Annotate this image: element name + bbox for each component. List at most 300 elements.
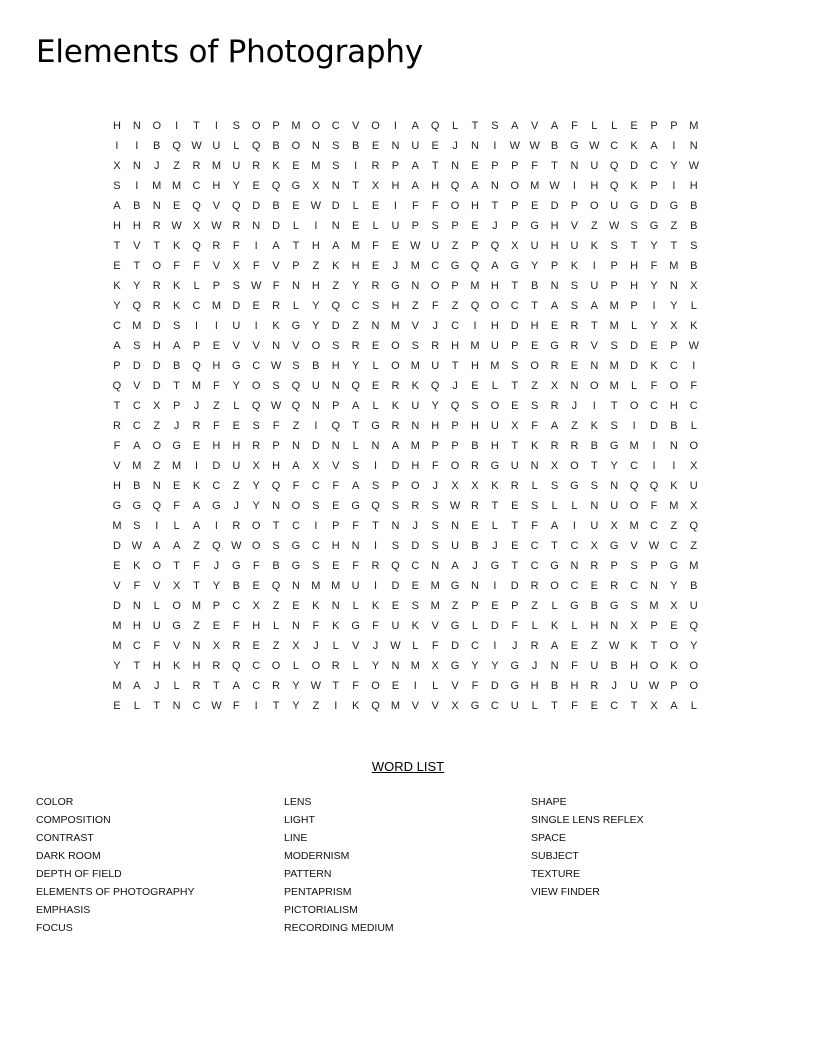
- grid-letter: E: [371, 340, 380, 352]
- grid-letter: O: [391, 340, 400, 352]
- grid-letter: V: [212, 260, 221, 272]
- grid-letter: Q: [172, 140, 181, 152]
- grid-letter: V: [252, 340, 260, 352]
- word-list-item: FOCUS: [36, 922, 73, 934]
- grid-letter: T: [650, 640, 658, 652]
- grid-letter: N: [272, 500, 281, 512]
- grid-letter: F: [173, 260, 180, 272]
- grid-letter: P: [451, 220, 459, 232]
- grid-letter: Z: [670, 220, 678, 232]
- grid-letter: F: [352, 560, 359, 572]
- grid-letter: E: [431, 140, 439, 152]
- grid-letter: D: [490, 620, 499, 632]
- grid-letter: A: [411, 120, 419, 132]
- grid-letter: F: [352, 520, 359, 532]
- grid-letter: S: [471, 400, 479, 412]
- grid-letter: T: [491, 500, 499, 512]
- grid-letter: H: [212, 360, 221, 372]
- grid-letter: Q: [291, 400, 301, 412]
- word-list-item: RECORDING MEDIUM: [284, 922, 394, 934]
- grid-letter: I: [373, 580, 378, 592]
- grid-letter: Z: [193, 620, 200, 632]
- grid-letter: L: [432, 680, 439, 692]
- grid-letter: M: [311, 160, 321, 172]
- grid-letter: H: [132, 620, 141, 632]
- grid-letter: I: [175, 120, 179, 132]
- grid-letter: K: [172, 660, 181, 672]
- grid-letter: S: [610, 240, 618, 252]
- grid-letter: R: [232, 220, 241, 232]
- grid-letter: G: [570, 480, 579, 492]
- grid-letter: T: [511, 520, 519, 532]
- grid-letter: H: [112, 480, 121, 492]
- grid-letter: F: [372, 620, 379, 632]
- grid-letter: F: [431, 640, 439, 652]
- grid-letter: I: [194, 460, 199, 472]
- grid-letter: Q: [609, 180, 619, 192]
- grid-letter: D: [311, 440, 320, 452]
- grid-letter: B: [172, 360, 181, 372]
- grid-letter: K: [172, 240, 181, 252]
- grid-letter: I: [652, 460, 656, 472]
- grid-letter: W: [688, 160, 699, 172]
- grid-letter: V: [113, 580, 121, 592]
- grid-letter: A: [172, 340, 181, 352]
- grid-letter: E: [371, 380, 380, 392]
- grid-letter: R: [272, 680, 281, 692]
- grid-letter: K: [172, 300, 181, 312]
- grid-letter: B: [272, 140, 280, 152]
- grid-letter: N: [471, 140, 479, 152]
- grid-letter: J: [432, 320, 438, 332]
- grid-letter: F: [650, 380, 658, 392]
- grid-letter: E: [471, 520, 479, 532]
- grid-letter: T: [590, 460, 598, 472]
- grid-letter: I: [672, 180, 676, 192]
- grid-letter: O: [530, 360, 539, 372]
- grid-letter: U: [232, 320, 241, 332]
- grid-letter: I: [572, 180, 576, 192]
- grid-letter: M: [490, 360, 500, 372]
- grid-letter: O: [590, 200, 599, 212]
- grid-letter: T: [113, 240, 121, 252]
- grid-letter: T: [213, 680, 220, 692]
- grid-letter: G: [172, 620, 181, 632]
- grid-letter: U: [431, 240, 440, 252]
- grid-letter: K: [590, 240, 598, 252]
- grid-letter: N: [331, 380, 340, 392]
- grid-letter: Q: [271, 180, 281, 192]
- grid-letter: M: [689, 560, 699, 572]
- grid-letter: G: [510, 680, 520, 692]
- grid-letter: M: [211, 160, 221, 172]
- grid-letter: I: [493, 640, 497, 652]
- grid-letter: H: [550, 240, 559, 252]
- grid-letter: B: [272, 560, 280, 572]
- grid-letter: P: [471, 600, 479, 612]
- grid-letter: X: [451, 700, 459, 712]
- grid-letter: Z: [153, 420, 161, 432]
- grid-letter: E: [391, 600, 400, 612]
- grid-letter: P: [650, 620, 658, 632]
- grid-letter: A: [670, 700, 678, 712]
- grid-letter: W: [549, 180, 560, 192]
- grid-letter: E: [511, 400, 519, 412]
- grid-letter: G: [450, 580, 460, 592]
- grid-letter: R: [570, 440, 579, 452]
- grid-letter: T: [451, 360, 459, 372]
- grid-letter: A: [192, 520, 201, 532]
- grid-letter: J: [372, 640, 379, 652]
- grid-letter: L: [372, 400, 379, 412]
- grid-letter: G: [649, 220, 659, 232]
- grid-letter: N: [391, 660, 400, 672]
- grid-letter: U: [391, 620, 400, 632]
- grid-letter: C: [132, 400, 141, 412]
- grid-letter: M: [669, 500, 679, 512]
- grid-letter: H: [331, 360, 340, 372]
- grid-letter: B: [550, 140, 559, 152]
- grid-letter: L: [332, 640, 339, 652]
- grid-letter: L: [352, 660, 359, 672]
- grid-letter: G: [371, 420, 380, 432]
- grid-letter: F: [531, 420, 539, 432]
- grid-letter: I: [393, 120, 397, 132]
- grid-letter: J: [452, 140, 458, 152]
- grid-letter: C: [132, 420, 141, 432]
- word-list-item: PATTERN: [284, 868, 332, 880]
- grid-letter: L: [292, 660, 300, 672]
- grid-letter: K: [332, 260, 340, 272]
- grid-letter: K: [690, 320, 698, 332]
- grid-letter: D: [650, 420, 658, 432]
- grid-letter: F: [252, 560, 260, 572]
- grid-letter: H: [411, 460, 420, 472]
- grid-letter: L: [571, 500, 578, 512]
- grid-letter: V: [332, 460, 340, 472]
- grid-letter: F: [312, 620, 320, 632]
- grid-letter: E: [232, 420, 240, 432]
- grid-letter: O: [669, 380, 679, 392]
- word-list-item: EMPHASIS: [36, 904, 91, 916]
- grid-letter: T: [511, 560, 519, 572]
- grid-letter: O: [629, 500, 639, 512]
- grid-letter: O: [629, 400, 639, 412]
- grid-letter: E: [570, 360, 579, 372]
- grid-letter: G: [212, 500, 221, 512]
- grid-letter: C: [192, 700, 201, 712]
- grid-letter: H: [112, 220, 121, 232]
- grid-letter: I: [652, 300, 656, 312]
- grid-letter: I: [572, 520, 576, 532]
- grid-letter: D: [630, 160, 639, 172]
- grid-letter: A: [391, 440, 400, 452]
- grid-letter: Q: [271, 580, 281, 592]
- grid-letter: A: [550, 120, 559, 132]
- grid-letter: N: [550, 280, 559, 292]
- grid-letter: X: [292, 640, 300, 652]
- grid-letter: H: [311, 280, 320, 292]
- grid-letter: V: [113, 460, 121, 472]
- grid-letter: X: [312, 460, 320, 472]
- grid-letter: M: [331, 580, 341, 592]
- grid-letter: Q: [470, 300, 480, 312]
- grid-letter: Q: [251, 400, 261, 412]
- grid-letter: S: [232, 280, 240, 292]
- grid-letter: G: [172, 440, 181, 452]
- grid-letter: V: [411, 320, 419, 332]
- grid-letter: Z: [571, 420, 578, 432]
- grid-letter: I: [692, 360, 696, 372]
- grid-letter: V: [272, 260, 280, 272]
- grid-letter: G: [291, 180, 301, 192]
- grid-letter: U: [689, 480, 698, 492]
- grid-letter: E: [113, 700, 121, 712]
- grid-letter: B: [550, 680, 559, 692]
- grid-letter: S: [630, 560, 638, 572]
- grid-letter: E: [351, 220, 360, 232]
- grid-letter: L: [452, 120, 459, 132]
- grid-letter: E: [113, 260, 121, 272]
- grid-letter: Q: [430, 380, 440, 392]
- grid-letter: C: [291, 520, 300, 532]
- word-list-item: DEPTH OF FIELD: [36, 868, 122, 880]
- grid-letter: A: [471, 180, 479, 192]
- grid-letter: H: [630, 260, 639, 272]
- grid-letter: Y: [530, 260, 539, 272]
- grid-letter: L: [233, 400, 240, 412]
- grid-letter: L: [153, 600, 160, 612]
- grid-letter: L: [292, 220, 300, 232]
- grid-letter: Z: [292, 420, 300, 432]
- grid-letter: W: [589, 140, 600, 152]
- grid-letter: N: [391, 140, 400, 152]
- grid-letter: T: [511, 280, 519, 292]
- grid-letter: W: [250, 280, 262, 292]
- grid-letter: M: [609, 360, 619, 372]
- grid-letter: E: [511, 500, 519, 512]
- grid-letter: W: [310, 200, 322, 212]
- grid-letter: T: [352, 180, 359, 192]
- grid-letter: H: [431, 180, 440, 192]
- grid-letter: P: [451, 440, 459, 452]
- grid-letter: J: [472, 560, 478, 572]
- grid-letter: M: [152, 180, 162, 192]
- grid-letter: I: [413, 680, 417, 692]
- grid-letter: S: [610, 420, 618, 432]
- grid-letter: P: [272, 440, 280, 452]
- grid-letter: Y: [292, 700, 300, 712]
- grid-letter: T: [630, 240, 638, 252]
- grid-letter: D: [391, 460, 400, 472]
- grid-letter: Q: [649, 480, 659, 492]
- grid-letter: R: [232, 520, 241, 532]
- grid-letter: F: [292, 480, 300, 492]
- grid-letter: C: [112, 320, 121, 332]
- grid-letter: K: [113, 280, 121, 292]
- grid-letter: I: [314, 220, 318, 232]
- grid-letter: P: [292, 260, 300, 272]
- grid-letter: Y: [113, 660, 121, 672]
- grid-letter: D: [272, 220, 281, 232]
- grid-letter: L: [551, 500, 558, 512]
- grid-letter: G: [112, 500, 122, 512]
- grid-letter: X: [252, 460, 260, 472]
- grid-letter: A: [351, 480, 360, 492]
- grid-letter: M: [390, 700, 400, 712]
- grid-letter: S: [272, 380, 280, 392]
- grid-letter: K: [272, 160, 280, 172]
- grid-letter: S: [431, 500, 439, 512]
- grid-letter: M: [351, 240, 361, 252]
- grid-letter: O: [291, 500, 301, 512]
- grid-letter: O: [251, 120, 261, 132]
- grid-letter: R: [351, 340, 360, 352]
- grid-letter: R: [550, 360, 559, 372]
- grid-letter: Y: [232, 180, 240, 192]
- grid-letter: B: [690, 200, 698, 212]
- grid-letter: M: [191, 600, 202, 612]
- grid-letter: S: [570, 300, 579, 312]
- grid-letter: N: [570, 160, 579, 172]
- grid-letter: B: [471, 440, 479, 452]
- grid-letter: H: [272, 460, 281, 472]
- grid-letter: L: [690, 420, 697, 432]
- grid-letter: G: [550, 560, 559, 572]
- grid-letter: J: [213, 560, 220, 572]
- grid-letter: E: [192, 440, 201, 452]
- grid-letter: L: [631, 380, 638, 392]
- grid-letter: G: [570, 140, 579, 152]
- grid-letter: B: [690, 580, 698, 592]
- grid-letter: O: [490, 400, 500, 412]
- grid-letter: H: [431, 420, 440, 432]
- grid-letter: I: [194, 320, 199, 332]
- grid-letter: D: [630, 340, 639, 352]
- grid-letter: V: [351, 640, 360, 652]
- grid-letter: E: [491, 600, 499, 612]
- grid-letter: U: [590, 520, 599, 532]
- grid-letter: W: [410, 240, 421, 252]
- grid-letter: S: [530, 400, 539, 412]
- grid-letter: G: [609, 540, 619, 552]
- grid-letter: L: [273, 620, 280, 632]
- grid-letter: N: [272, 340, 281, 352]
- grid-letter: U: [689, 600, 698, 612]
- grid-letter: X: [471, 480, 479, 492]
- grid-letter: M: [629, 520, 639, 532]
- grid-letter: C: [252, 680, 261, 692]
- grid-letter: O: [450, 200, 460, 212]
- grid-letter: S: [312, 500, 320, 512]
- grid-letter: Q: [212, 540, 221, 552]
- grid-letter: Q: [689, 620, 699, 632]
- grid-letter: A: [411, 180, 419, 192]
- grid-letter: A: [511, 120, 519, 132]
- grid-letter: Y: [252, 500, 260, 512]
- grid-letter: J: [492, 540, 498, 552]
- grid-letter: J: [571, 400, 578, 412]
- grid-letter: N: [590, 360, 599, 372]
- grid-letter: H: [152, 340, 161, 352]
- grid-letter: V: [172, 640, 181, 652]
- grid-letter: G: [550, 340, 559, 352]
- grid-letter: P: [332, 400, 340, 412]
- grid-letter: N: [451, 160, 460, 172]
- grid-letter: T: [590, 320, 598, 332]
- grid-letter: P: [451, 420, 459, 432]
- grid-letter: J: [153, 160, 160, 172]
- grid-letter: E: [292, 160, 300, 172]
- grid-letter: Y: [312, 300, 320, 312]
- grid-letter: R: [550, 440, 559, 452]
- word-list-item: SINGLE LENS REFLEX: [531, 814, 644, 826]
- grid-letter: P: [471, 240, 479, 252]
- word-list-item: PENTAPRISM: [284, 886, 352, 898]
- grid-letter: B: [670, 420, 678, 432]
- grid-letter: L: [352, 200, 359, 212]
- grid-letter: P: [630, 300, 638, 312]
- grid-letter: N: [331, 180, 340, 192]
- grid-letter: E: [292, 200, 300, 212]
- grid-letter: E: [332, 500, 340, 512]
- grid-letter: K: [192, 480, 201, 492]
- grid-letter: C: [192, 180, 201, 192]
- grid-letter: O: [152, 120, 161, 132]
- grid-letter: A: [332, 240, 340, 252]
- grid-letter: I: [135, 180, 139, 192]
- grid-letter: X: [670, 600, 678, 612]
- grid-letter: F: [252, 260, 260, 272]
- grid-letter: Q: [192, 360, 201, 372]
- grid-letter: U: [610, 200, 619, 212]
- grid-letter: N: [331, 600, 340, 612]
- grid-letter: D: [630, 360, 639, 372]
- grid-letter: A: [451, 560, 459, 572]
- grid-letter: H: [232, 440, 241, 452]
- grid-letter: Q: [371, 500, 380, 512]
- grid-letter: A: [550, 420, 559, 432]
- grid-letter: R: [610, 580, 619, 592]
- grid-letter: J: [392, 260, 399, 272]
- grid-letter: T: [292, 240, 300, 252]
- grid-letter: L: [611, 120, 618, 132]
- grid-letter: N: [331, 440, 340, 452]
- grid-letter: F: [471, 680, 479, 692]
- grid-letter: M: [311, 580, 321, 592]
- grid-letter: S: [391, 540, 400, 552]
- grid-letter: H: [212, 180, 221, 192]
- grid-letter: U: [590, 660, 599, 672]
- grid-letter: K: [272, 320, 280, 332]
- grid-letter: H: [212, 440, 221, 452]
- grid-letter: N: [490, 180, 499, 192]
- grid-letter: Q: [609, 160, 619, 172]
- grid-letter: N: [471, 580, 479, 592]
- grid-letter: G: [470, 700, 480, 712]
- grid-letter: N: [291, 280, 300, 292]
- grid-letter: O: [371, 680, 380, 692]
- grid-letter: O: [510, 180, 520, 192]
- grid-letter: W: [191, 140, 202, 152]
- grid-letter: U: [630, 680, 639, 692]
- grid-letter: J: [432, 480, 438, 492]
- grid-letter: C: [311, 480, 320, 492]
- grid-letter: C: [689, 400, 698, 412]
- grid-letter: B: [590, 600, 598, 612]
- grid-letter: D: [650, 200, 658, 212]
- grid-letter: J: [193, 400, 200, 412]
